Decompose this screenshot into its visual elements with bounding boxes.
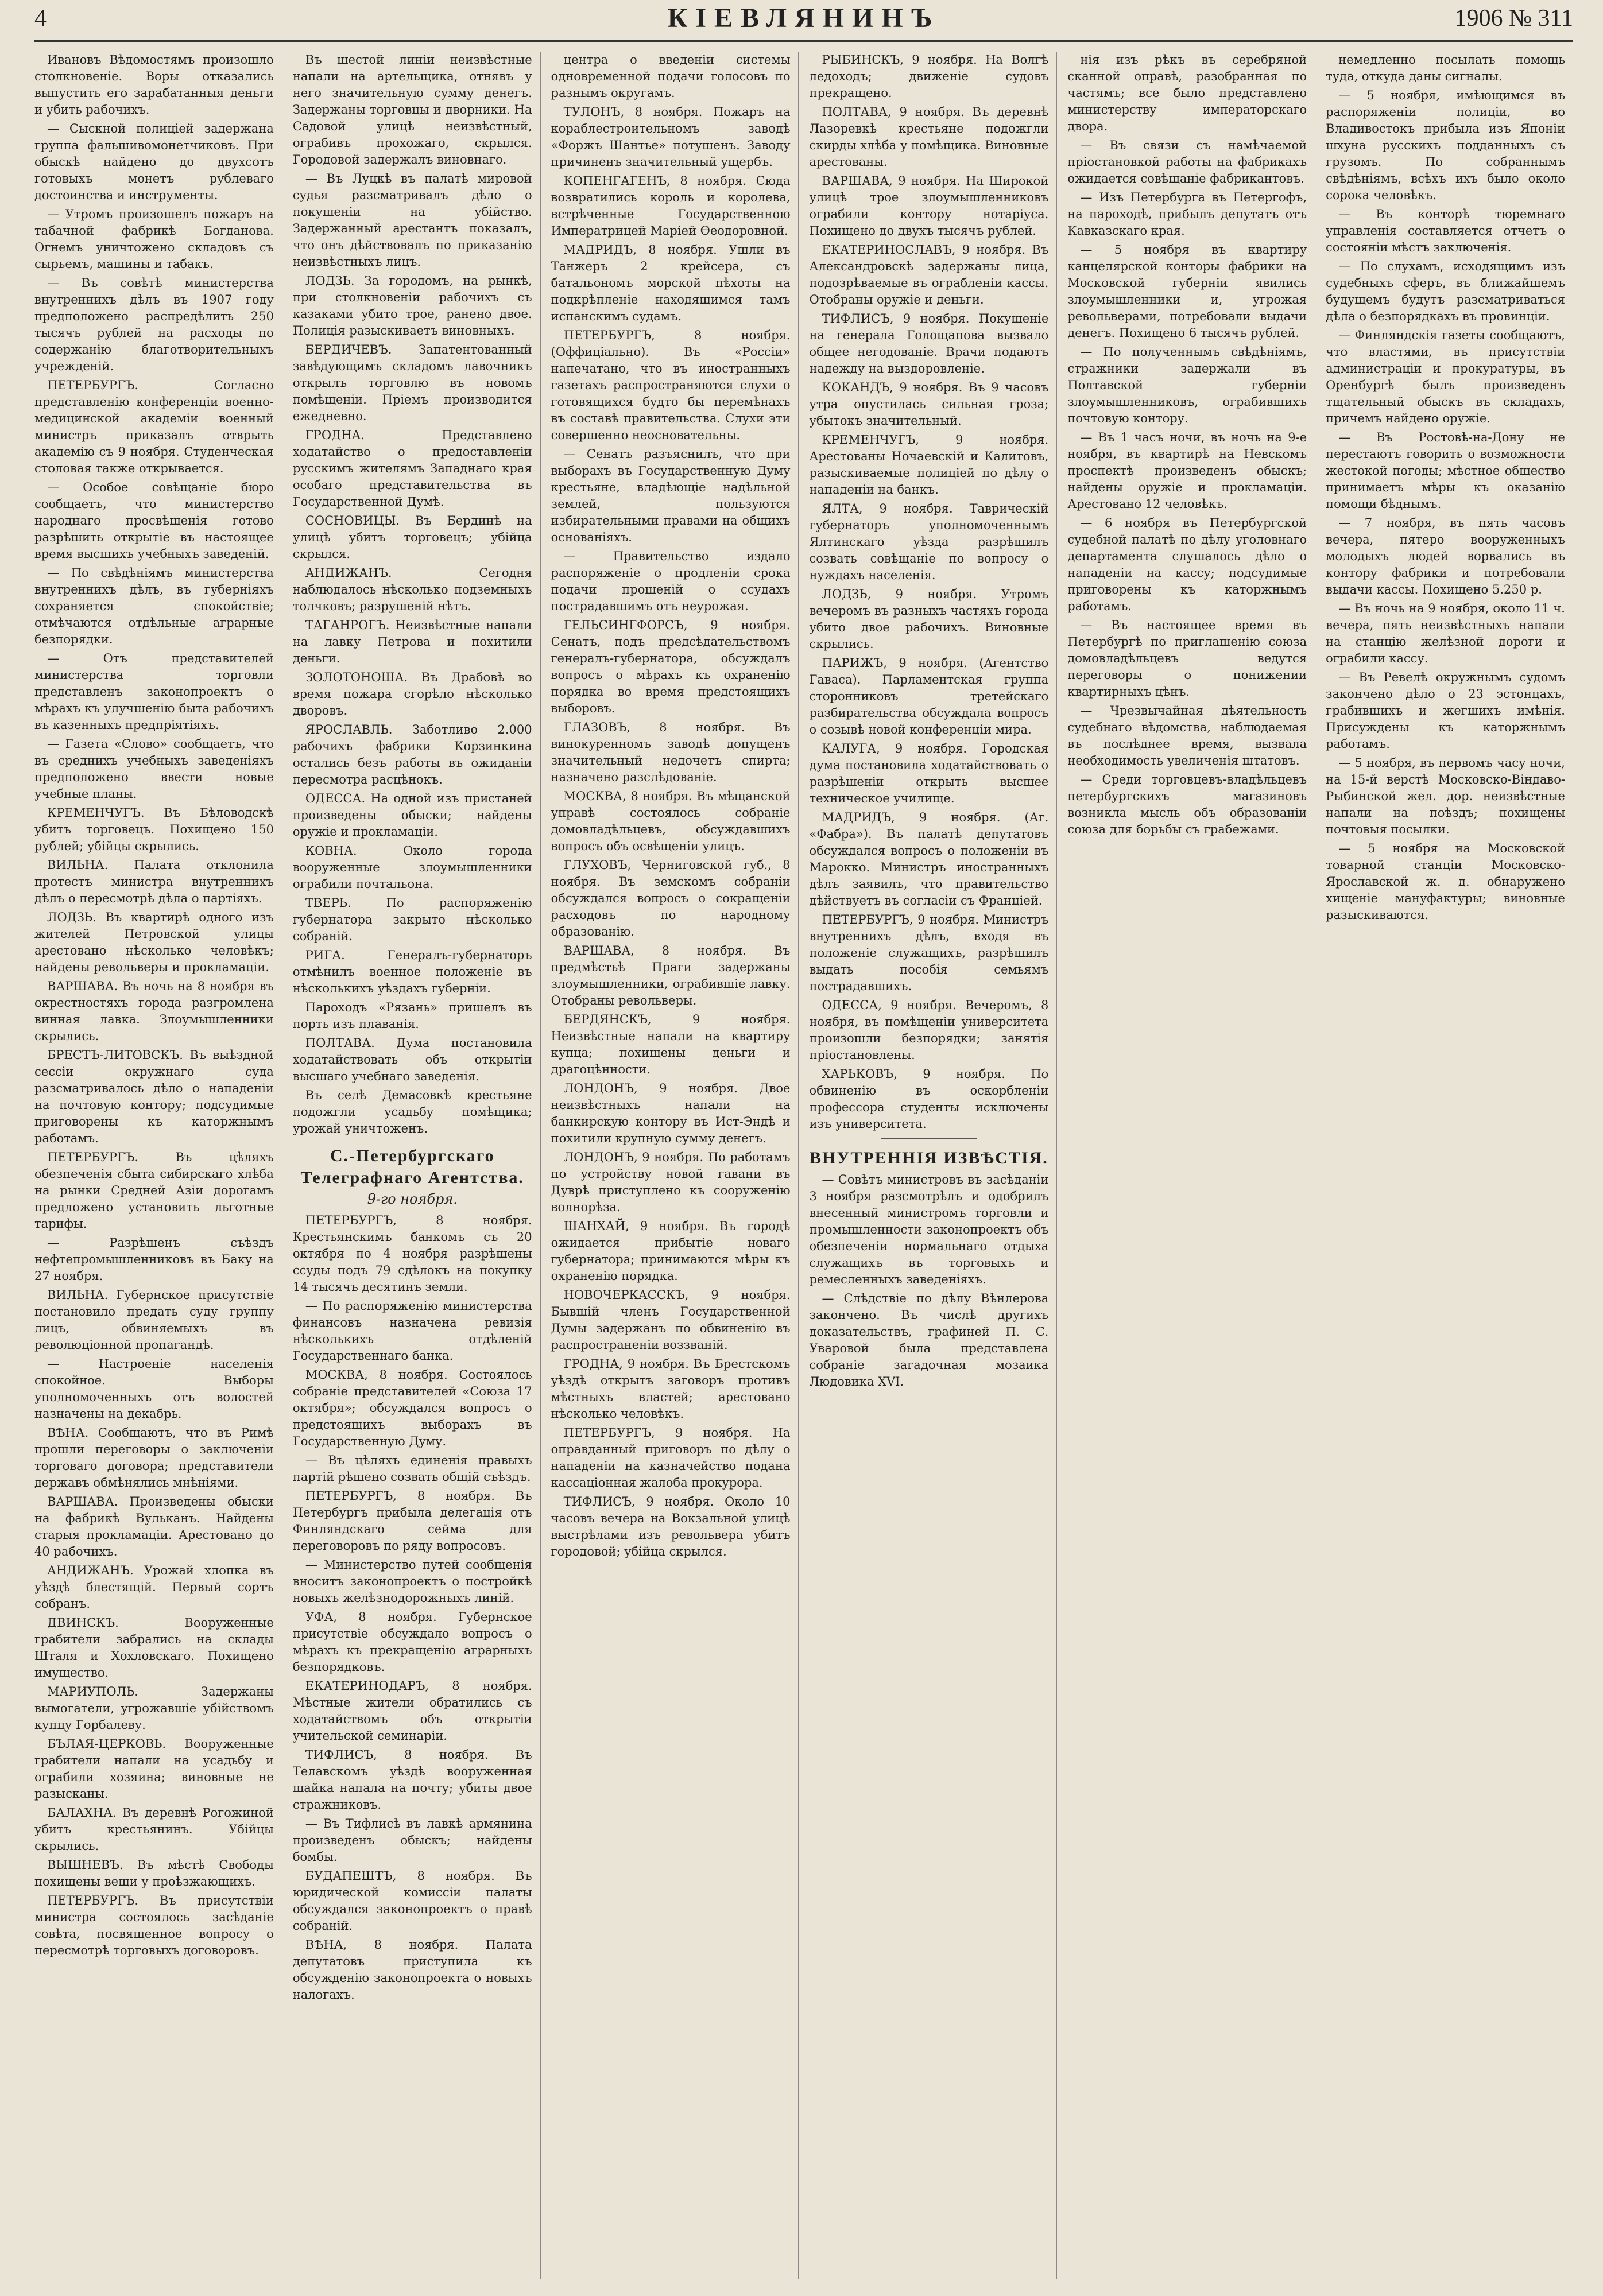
news-paragraph: ПЕТЕРБУРГЪ, 8 ноября. (Оффиціально). Въ «Россіи» напечатано, что въ иностранныхъ газетахъ распространяются слухи о готовящихся будто бы перемѣнахъ въ составѣ правительства. Слухи эти совершенно неосновательны. xyxy=(551,328,791,442)
news-paragraph: ТУЛОНЪ, 8 ноября. Пожаръ на кораблестроительномъ заводѣ «Форжъ Шантье» потушенъ. Заводу причиненъ значительный ущербъ. xyxy=(551,105,791,169)
news-paragraph: — Чрезвычайная дѣятельность судебнаго вѣдомства, наблюдаемая въ послѣднее время, вызвала необходимость увеличенія штатовъ. xyxy=(1067,704,1307,767)
news-paragraph: ПЕТЕРБУРГЪ, 9 ноября. На оправданный приговоръ по дѣлу о нападеніи на казначейство подана кассаціонная жалоба прокурора. xyxy=(551,1426,791,1490)
news-paragraph: КОКАНДЪ, 9 ноября. Въ 9 часовъ утра опустилась сильная гроза; убытокъ значительный. xyxy=(809,381,1049,428)
news-paragraph: ТИФЛИСЪ, 9 ноября. Покушеніе на генерала Голощапова вызвало общее негодованіе. Врачи подаютъ надежду на выздоровленіе. xyxy=(809,312,1049,375)
news-paragraph: ХАРЬКОВЪ, 9 ноября. По обвиненію въ оскорбленіи профессора студенты исключены изъ университета. xyxy=(809,1067,1049,1131)
news-paragraph: МАРИУПОЛЬ. Задержаны вымогатели, угрожавшіе убійствомъ купцу Горбалеву. xyxy=(34,1685,274,1732)
news-paragraph: ПЕТЕРБУРГЪ, 8 ноября. Въ Петербургъ прибыла делегація отъ Финляндскаго сейма для переговоровъ по ряду вопросовъ. xyxy=(292,1489,532,1553)
news-paragraph: ГЛУХОВЪ, Черниговской губ., 8 ноября. Въ земскомъ собраніи обсуждался вопросъ о сокращеніи расходовъ по народному образованію. xyxy=(551,858,791,938)
news-paragraph: БЕРДЯНСКЪ, 9 ноября. Неизвѣстные напали на квартиру купца; похищены деньги и драгоцѣнности. xyxy=(551,1013,791,1076)
news-paragraph: — Въ Луцкѣ въ палатѣ мировой судья разсматривалъ дѣло о покушеніи на убійство. Задержанный арестантъ показалъ, что онъ дѣйствовалъ по приказанію неизвѣстныхъ лицъ. xyxy=(292,172,532,269)
news-paragraph: ЛОДЗЬ. Въ квартирѣ одного изъ жителей Петровской улицы арестовано нѣсколько человѣкъ; найдены револьверы и прокламаціи. xyxy=(34,910,274,974)
news-paragraph: нія изъ рѣкъ въ серебряной сканной оправѣ, разобранная по частямъ; все было представлено министерству императорскаго двора. xyxy=(1067,53,1307,133)
news-paragraph: — По свѣдѣніямъ министерства внутреннихъ дѣлъ, въ губерніяхъ сохраняется спокойствіе; отмѣчаются отдѣльные аграрные безпорядки. xyxy=(34,566,274,646)
news-paragraph: ПЕТЕРБУРГЪ, 8 ноября. Крестьянскимъ банкомъ съ 20 октября по 4 ноября разрѣшены ссуды подъ 79 сдѣлокъ на покупку 14 тысячъ десятинъ земли. xyxy=(292,1213,532,1294)
column-1 xyxy=(34,52,282,2279)
news-paragraph: — 5 ноября, въ первомъ часу ночи, на 15-й верстѣ Московско-Віндаво-Рыбинской жел. дор. неизвѣстные напали на поѣздъ; похищены почтовыя посылки. xyxy=(1326,756,1565,836)
news-paragraph: — По полученнымъ свѣдѣніямъ, стражники задержали въ Полтавской губерніи злоумышленниковъ, ограбившихъ почтовую контору. xyxy=(1067,345,1307,425)
news-paragraph: КАЛУГА, 9 ноября. Городская дума постановила ходатайствовать о разрѣшеніи открыть высшее техническое училище. xyxy=(809,742,1049,805)
news-paragraph: — Сыскной полиціей задержана группа фальшивомонетчиковъ. При обыскѣ найдено до двухсотъ готовыхъ монетъ рублеваго достоинства и инструменты. xyxy=(34,122,274,202)
news-paragraph: ЛОНДОНЪ, 9 ноября. По работамъ по устройству новой гавани въ Дуврѣ приступлено къ сооруженію волнорѣза. xyxy=(551,1150,791,1214)
news-paragraph: — Утромъ произошелъ пожаръ на табачной фабрикѣ Богданова. Огнемъ уничтожено складовъ съ сырьемъ, машины и табакъ. xyxy=(34,207,274,271)
news-paragraph: — Среди торговцевъ-владѣльцевъ петербургскихъ магазиновъ возникла мысль объ образованіи союза для борьбы съ грабежами. xyxy=(1067,773,1307,836)
news-paragraph: МАДРИДЪ, 8 ноября. Ушли въ Танжеръ 2 крейсера, съ батальономъ морской пѣхоты на подкрѣпленіе находящимся тамъ испанскимъ судамъ. xyxy=(551,243,791,323)
news-paragraph: ЛОНДОНЪ, 9 ноября. Двое неизвѣстныхъ напали на банкирскую контору въ Ист-Эндѣ и похитили крупную сумму денегъ. xyxy=(551,1081,791,1145)
news-paragraph: АНДИЖАНЪ. Урожай хлопка въ уѣздѣ блестящій. Первый сортъ собранъ. xyxy=(34,1564,274,1611)
news-paragraph: — По слухамъ, исходящимъ изъ судебныхъ сферъ, въ ближайшемъ будущемъ будутъ разсматриваться дѣла о безпорядкахъ въ провинціи. xyxy=(1326,259,1565,323)
news-paragraph: — 7 ноября, въ пять часовъ вечера, пятеро вооруженныхъ молодыхъ людей ворвались въ контору фабрики и потребовали выдачи кассы. Похищено 5.250 р. xyxy=(1326,516,1565,596)
news-paragraph: — Газета «Слово» сообщаетъ, что въ среднихъ учебныхъ заведеніяхъ предположено ввести новые учебные планы. xyxy=(34,737,274,801)
news-paragraph: — Правительство издало распоряженіе о продленіи срока подачи прошеній о ссудахъ пострадавшимъ отъ неурожая. xyxy=(551,549,791,613)
news-paragraph: РЫБИНСКЪ, 9 ноября. На Волгѣ ледоходъ; движеніе судовъ прекращено. xyxy=(809,53,1049,100)
news-paragraph: — 5 ноября, имѣющимся въ распоряженіи полиціи, во Владивостокъ прибыла изъ Японіи шхуна русскихъ подданныхъ съ грузомъ. По собраннымъ свѣдѣніямъ, всѣхъ ихъ было около сорока человѣкъ. xyxy=(1326,88,1565,202)
news-paragraph: ПОЛТАВА. Дума постановила ходатайствовать объ открытіи высшаго учебнаго заведенія. xyxy=(292,1036,532,1083)
column-2 xyxy=(293,52,541,2279)
news-paragraph: — Особое совѣщаніе бюро сообщаетъ, что министерство народнаго просвѣщенія готово разрѣшить открытіе въ настоящее время высшихъ учебныхъ заведеній. xyxy=(34,480,274,561)
news-paragraph: ТИФЛИСЪ, 9 ноября. Около 10 часовъ вечера на Вокзальной улицѣ выстрѣлами изъ револьвера убитъ городовой; убійца скрылся. xyxy=(551,1495,791,1558)
news-paragraph: ЛОДЗЬ. За городомъ, на рынкѣ, при столкновеніи рабочихъ съ казаками убито трое, ранено двое. Полиція разыскиваетъ виновныхъ. xyxy=(292,274,532,338)
telegraph-section-title: С.-Петербургскаго Телеграфнаго Агентства. xyxy=(300,1146,524,1187)
news-paragraph: СОСНОВИЦЫ. Въ Бердинѣ на улицѣ убитъ торговецъ; убійца скрылся. xyxy=(292,514,532,561)
news-paragraph: — Въ Ростовѣ-на-Дону не перестаютъ говорить о возможности жестокой погоды; мѣстное общество принимаетъ мѣры къ оказанію помощи бѣднымъ. xyxy=(1326,430,1565,511)
news-paragraph: — По распоряженію министерства финансовъ назначена ревизія нѣсколькихъ отдѣленій Государственнаго банка. xyxy=(292,1299,532,1363)
news-paragraph: МОСКВА, 8 ноября. Состоялось собраніе представителей «Союза 17 октября»; обсуждался вопросъ о предстоящихъ выборахъ въ Государственную Думу. xyxy=(292,1368,532,1448)
news-paragraph: — 5 ноября въ квартиру канцелярской конторы фабрики на Московской губерніи явились злоумышленники и, угрожая револьверами, потребовали выдачи денегъ. Похищено 6 тысячъ рублей. xyxy=(1067,243,1307,340)
column-4 xyxy=(809,52,1057,2279)
news-paragraph: ШАНХАЙ, 9 ноября. Въ городѣ ожидается прибытіе новаго губернатора; принимаются мѣры къ охраненію порядка. xyxy=(551,1219,791,1283)
news-paragraph: — Въ цѣляхъ единенія правыхъ партій рѣшено созвать общій съѣздъ. xyxy=(292,1453,532,1484)
news-paragraph: ВАРШАВА, 9 ноября. На Широкой улицѣ трое злоумышленниковъ ограбили контору нотаріуса. Похищено до двухъ тысячъ рублей. xyxy=(809,174,1049,238)
news-paragraph: — Сенатъ разъяснилъ, что при выборахъ въ Государственную Думу крестьяне, владѣющіе надѣльной землей, пользуются избирательными правами на общихъ основаніяхъ. xyxy=(551,447,791,544)
news-paragraph: БЕРДИЧЕВЪ. Запатентованный завѣдующимъ складомъ лавочникъ открылъ торговлю въ новомъ помѣщеніи. Пріемъ производится ежедневно. xyxy=(292,343,532,423)
news-paragraph: ВИЛЬНА. Палата отклонила протестъ министра внутреннихъ дѣлъ о пересмотрѣ дѣла о партіяхъ. xyxy=(34,858,274,905)
news-paragraph: Пароходъ «Рязань» пришелъ въ порть изъ плаванія. xyxy=(292,1000,532,1031)
news-paragraph: ЯЛТА, 9 ноября. Таврическій губернаторъ уполномоченнымъ Ялтинскаго уѣзда разрѣшилъ созвать совѣщаніе по вопросу о нуждахъ населенія. xyxy=(809,502,1049,582)
news-paragraph: ТИФЛИСЪ, 8 ноября. Въ Телавскомъ уѣздѣ вооруженная шайка напала на почту; убиты двое стражниковъ. xyxy=(292,1748,532,1812)
column-3 xyxy=(551,52,799,2279)
article-columns xyxy=(34,52,1573,2279)
column-5 xyxy=(1067,52,1315,2279)
news-paragraph: центра о введеніи системы одновременной подачи голосовъ по разнымъ округамъ. xyxy=(551,53,791,100)
news-paragraph: — 6 ноября въ Петербургской судебной палатѣ по дѣлу уголовнаго департамента слушалось дѣло о нападеніи на кассу; подсудимые приговорены къ каторжнымъ работамъ. xyxy=(1067,516,1307,613)
news-paragraph: КРЕМЕНЧУГЪ. Въ Бѣловодскѣ убитъ торговецъ. Похищено 150 рублей; убійцы скрылись. xyxy=(34,806,274,853)
news-paragraph: ПАРИЖЪ, 9 ноября. (Агентство Гаваса). Парламентская группа сторонниковъ третейскаго разбирательства обсуждала вопросъ о созывѣ новой конференціи мира. xyxy=(809,656,1049,736)
news-paragraph: ЕКАТЕРИНОДАРЪ, 8 ноября. Мѣстные жители обратились съ ходатайствомъ объ открытіи учительской семинаріи. xyxy=(292,1679,532,1743)
news-paragraph: МАДРИДЪ, 9 ноября. (Аг. «Фабра»). Въ палатѣ депутатовъ обсуждался вопросъ о положеніи въ Марокко. Министръ иностранныхъ дѣлъ заявилъ, что правительство дѣйствуетъ въ согласіи съ Франціей. xyxy=(809,810,1049,907)
news-paragraph: — Разрѣшенъ съѣздъ нефтепромышленниковъ въ Баку на 27 ноября. xyxy=(34,1236,274,1283)
page-number: 4 xyxy=(34,5,47,32)
news-paragraph: ГЕЛЬСИНГФОРСЪ, 9 ноября. Сенатъ, подъ предсѣдательствомъ генералъ-губернатора, обсуждалъ вопросъ о мѣрахъ къ охраненію порядка во время предстоящихъ выборовъ. xyxy=(551,618,791,715)
issue-number: 1906 № 311 xyxy=(1454,5,1573,32)
news-paragraph: БЪЛАЯ-ЦЕРКОВЬ. Вооруженные грабители напали на усадьбу и ограбили хозяина; виновные не разысканы. xyxy=(34,1737,274,1801)
news-paragraph: ОДЕССА. На одной изъ пристаней произведены обыски; найдены оружіе и прокламаціи. xyxy=(292,792,532,839)
news-paragraph: — Въ 1 часъ ночи, въ ночь на 9-е ноября, въ квартирѣ на Невскомъ проспектѣ произведенъ обыскъ; найдены оружіе и прокламаціи. Арестовано 12 человѣкъ. xyxy=(1067,430,1307,511)
news-paragraph: ПЕТЕРБУРГЪ. Согласно представленію конференціи военно-медицинской академіи военный министръ приказалъ отврыть академію съ 9 ноября. Студенческая столовая также открывается. xyxy=(34,378,274,475)
news-paragraph: РИГА. Генералъ-губернаторъ отмѣнилъ военное положеніе въ нѣсколькихъ уѣздахъ губерніи. xyxy=(292,948,532,995)
news-paragraph: ОДЕССА, 9 ноября. Вечеромъ, 8 ноября, въ помѣщеніи университета произошли безпорядки; занятія пріостановлены. xyxy=(809,998,1049,1062)
news-paragraph: УФА, 8 ноября. Губернское присутствіе обсуждало вопросъ о мѣрахъ къ прекращенію аграрныхъ безпорядковъ. xyxy=(292,1610,532,1674)
news-paragraph: ЗОЛОТОНОША. Въ Драбовѣ во время пожара сгорѣло нѣсколько дворовъ. xyxy=(292,670,532,718)
news-paragraph: БРЕСТЪ-ЛИТОВСКЪ. Въ выѣздной сессіи окружнаго суда разсматривалось дѣло о нападеніи на почтовую контору; подсудимые приговорены къ каторжнымъ работамъ. xyxy=(34,1048,274,1145)
news-paragraph: ЯРОСЛАВЛЬ. Заботливо 2.000 рабочихъ фабрики Корзинкина остались безъ работы въ ожиданіи пересмотра расцѣнокъ. xyxy=(292,723,532,786)
news-paragraph: ЕКАТЕРИНОСЛАВЪ, 9 ноября. Въ Александровскѣ задержаны лица, подозрѣваемые въ ограбленіи кассы. Отобраны оружіе и деньги. xyxy=(809,243,1049,307)
news-paragraph: ВАРШАВА, 8 ноября. Въ предмѣстьѣ Праги задержаны злоумышленники, ограбившіе лавку. Отобраны револьверы. xyxy=(551,944,791,1007)
news-paragraph: ДВИНСКЪ. Вооруженные грабители забрались на склады Шталя и Хохловскаго. Похищено имущество. xyxy=(34,1616,274,1680)
news-paragraph: — Въ ночь на 9 ноября, около 11 ч. вечера, пять неизвѣстныхъ напали на станцію желѣзной дороги и ограбили кассу. xyxy=(1326,602,1565,665)
column-6 xyxy=(1326,52,1573,2279)
news-paragraph: — Настроеніе населенія спокойное. Выборы уполномоченныхъ отъ волостей назначены на декабрь. xyxy=(34,1357,274,1421)
internal-news-section-title: ВНУТРЕННІЯ ИЗВѢСТІЯ. xyxy=(809,1149,1048,1168)
news-paragraph: ГЛАЗОВЪ, 8 ноября. Въ винокуренномъ заводѣ допущенъ значительный недочетъ спирта; назначено разслѣдованіе. xyxy=(551,720,791,784)
news-paragraph: ПЕТЕРБУРГЪ. Въ цѣляхъ обезпеченія сбыта сибирскаго хлѣба на рынки Средней Азіи дорогамъ предложено установить льготные тарифы. xyxy=(34,1150,274,1231)
news-paragraph: — Въ связи съ намѣчаемой пріостановкой работы на фабрикахъ ожидается совѣщаніе фабрикантовъ. xyxy=(1067,138,1307,185)
news-paragraph: ВЫШНЕВЪ. Въ мѣстѣ Свободы похищены вещи у проѣзжающихъ. xyxy=(34,1858,274,1888)
news-paragraph: Ивановъ Вѣдомостямъ произошло столкновеніе. Воры отказались выпустить его зарабатанныя деньги и убить рабочихъ. xyxy=(34,53,274,117)
news-paragraph: ГРОДНА. Представлено ходатайство о предоставленіи русскимъ жителямъ Западнаго края особаго представительства въ Государственной Думѣ. xyxy=(292,428,532,509)
news-paragraph: ВѢНА. Сообщаютъ, что въ Римѣ прошли переговоры о заключеніи торговаго договора; представители державъ обмѣнялись мнѣніями. xyxy=(34,1426,274,1490)
news-paragraph: — Въ конторѣ тюремнаго управленія составляется отчетъ о состояніи мѣстъ заключенія. xyxy=(1326,207,1565,254)
news-paragraph: КОПЕНГАГЕНЪ, 8 ноября. Сюда возвратились король и королева, встрѣченные Государственною Императрицей Маріей Ѳеодоровной. xyxy=(551,174,791,238)
news-paragraph: БАЛАХНА. Въ деревнѣ Рогожиной убитъ крестьянинъ. Убійцы скрылись. xyxy=(34,1806,274,1853)
news-paragraph: — Отъ представителей министерства торговли представленъ законопроектъ о мѣрахъ къ улучшенію быта рабочихъ въ казенныхъ предпріятіяхъ. xyxy=(34,651,274,732)
news-paragraph: ЛОДЗЬ, 9 ноября. Утромъ вечеромъ въ разныхъ частяхъ города убито двое рабочихъ. Виновные скрылись. xyxy=(809,587,1049,651)
news-paragraph: БУДАПЕШТЪ, 8 ноября. Въ юридической комиссіи палаты обсуждался законопроектъ о правѣ собраній. xyxy=(292,1869,532,1933)
news-paragraph: Въ селѣ Демасовкѣ крестьяне подожгли усадьбу помѣщика; урожай уничтоженъ. xyxy=(292,1088,532,1135)
news-paragraph: ВАРШАВА. Произведены обыски на фабрикѣ Вульканъ. Найдены старыя прокламаціи. Арестовано до 40 рабочихъ. xyxy=(34,1495,274,1558)
news-paragraph: АНДИЖАНЪ. Сегодня наблюдалось нѣсколько подземныхъ толчковъ; разрушеній нѣтъ. xyxy=(292,566,532,613)
news-paragraph: — Изъ Петербурга въ Петергофъ, на пароходѣ, прибылъ депутатъ отъ Кавказскаго края. xyxy=(1067,191,1307,238)
news-paragraph: ГРОДНА, 9 ноября. Въ Брестскомъ уѣздѣ открытъ заговоръ противъ мѣстныхъ властей; арестовано нѣсколько человѣкъ. xyxy=(551,1357,791,1421)
news-paragraph: — Въ настоящее время въ Петербургѣ по приглашенію союза домовладѣльцевъ ведутся переговоры о понижении квартирныхъ цѣнъ. xyxy=(1067,618,1307,699)
news-paragraph: КРЕМЕНЧУГЪ, 9 ноября. Арестованы Ночаевскій и Калитовъ, разыскиваемые полиціей по дѣлу о нападеніи на банкъ. xyxy=(809,433,1049,497)
news-paragraph: — Въ Тифлисѣ въ лавкѣ армянина произведенъ обыскъ; найдены бомбы. xyxy=(292,1817,532,1864)
page-header xyxy=(34,0,1573,42)
news-paragraph: — 5 ноября на Московской товарной станціи Московско-Ярославской ж. д. обнаружено хищеніе мануфактуры; виновные разыскиваются. xyxy=(1326,841,1565,922)
news-paragraph: ВѢНА, 8 ноября. Палата депутатовъ приступила къ обсужденію законопроекта о новыхъ налогахъ. xyxy=(292,1938,532,2002)
news-paragraph: Въ шестой линіи неизвѣстные напали на артельщика, отнявъ у него значительную сумму денегъ. Задержаны торговцы и дворники. На Садовой улицѣ неизвѣстный, ограбивъ прохожаго, скрылся. Городовой задержалъ виновнаго. xyxy=(292,53,532,166)
telegraph-date: 9-го ноября. xyxy=(367,1191,458,1207)
section-divider xyxy=(881,1138,977,1139)
news-paragraph: — Министерство путей сообщенія вноситъ законопроектъ о постройкѣ новыхъ желѣзнодорожныхъ линій. xyxy=(292,1558,532,1605)
news-paragraph: — Въ Ревелѣ окружнымъ судомъ закончено дѣло о 23 эстонцахъ, грабившихъ и жегшихъ имѣнія. Присуждены къ каторжнымъ работамъ. xyxy=(1326,670,1565,751)
news-paragraph: ВАРШАВА. Въ ночь на 8 ноября въ окрестностяхъ города разгромлена винная лавка. Злоумышленники скрылись. xyxy=(34,979,274,1043)
news-paragraph: — Слѣдствіе по дѣлу Вѣнлерова закончено. Въ числѣ другихъ доказательствъ, графиней П. С. Уваровой была представлена собраніе загадочная мозаика Людовика XVI. xyxy=(809,1292,1049,1389)
news-paragraph: ТАГАНРОГЪ. Неизвѣстные напали на лавку Петрова и похитили деньги. xyxy=(292,618,532,665)
news-paragraph: ВИЛЬНА. Губернское присутствіе постановило предать суду группу лицъ, обвиняемыхъ въ революціонной пропагандѣ. xyxy=(34,1288,274,1352)
news-paragraph: КОВНА. Около города вооруженные злоумышленники ограбили почтальона. xyxy=(292,844,532,891)
news-paragraph: — Въ совѣтѣ министерства внутреннихъ дѣлъ въ 1907 году предположено распредѣлить 250 тысячъ рублей на расходы по содержанію благотворительныхъ учрежденій. xyxy=(34,276,274,373)
news-paragraph: НОВОЧЕРКАССКЪ, 9 ноября. Бывшій членъ Государственной Думы задержанъ по обвиненію въ распространеніи воззваній. xyxy=(551,1288,791,1352)
news-paragraph: немедленно посылать помощь туда, откуда даны сигналы. xyxy=(1326,53,1565,83)
newspaper-masthead: КІЕВЛЯНИНЪ xyxy=(667,3,940,33)
news-paragraph: ПЕТЕРБУРГЪ. Въ присутствіи министра состоялось засѣданіе совѣта, посвященное вопросу о пересмотрѣ торговыхъ договоровъ. xyxy=(34,1894,274,1957)
news-paragraph: МОСКВА, 8 ноября. Въ мѣщанской управѣ состоялось собраніе домовладѣльцевъ, обсуждавшихъ вопросъ объ освѣщеніи улицъ. xyxy=(551,789,791,853)
news-paragraph: ТВЕРЬ. По распоряженію губернатора закрыто нѣсколько собраній. xyxy=(292,896,532,943)
news-paragraph: — Совѣтъ министровъ въ засѣданіи 3 ноября разсмотрѣлъ и одобрилъ внесенный министромъ торговли и промышленности законопроектъ объ обезпеченіи нормальнаго отдыха служащихъ въ торговыхъ и ремесленныхъ заведеніяхъ. xyxy=(809,1173,1049,1286)
news-paragraph: ПОЛТАВА, 9 ноября. Въ деревнѣ Лазоревкѣ крестьяне подожгли скирды хлѣба у помѣщика. Виновные арестованы. xyxy=(809,105,1049,169)
news-paragraph: — Финляндскія газеты сообщаютъ, что властями, въ присутствіи администраціи и прокуратуры, въ Оренбургѣ былъ произведенъ тщательный обыскъ въ складахъ, причемъ найдено оружіе. xyxy=(1326,328,1565,425)
news-paragraph: ПЕТЕРБУРГЪ, 9 ноября. Министръ внутреннихъ дѣлъ, входя въ положеніе служащихъ, разрѣшилъ выдать пособія семьямъ пострадавшихъ. xyxy=(809,913,1049,993)
